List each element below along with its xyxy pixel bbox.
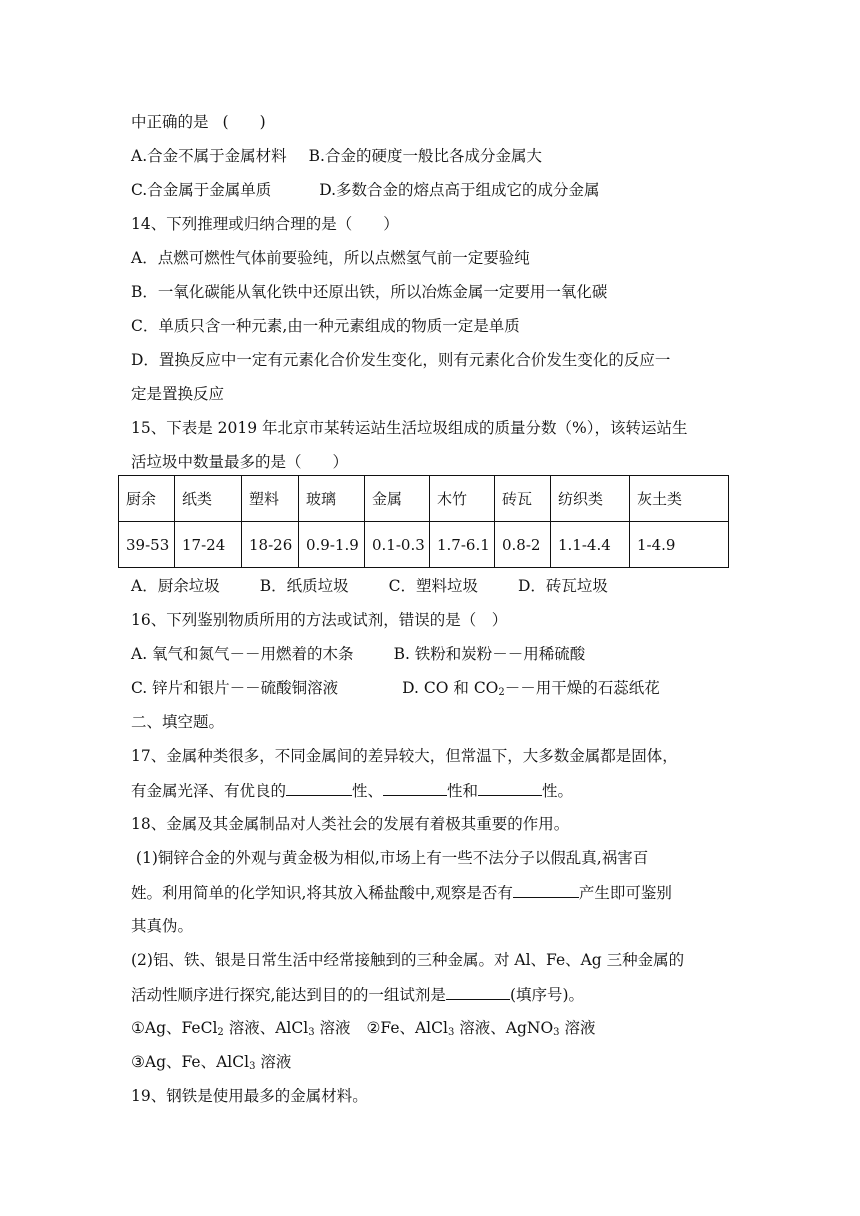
table-cell: 1.1-4.4	[551, 522, 630, 568]
q17-text: 有金属光泽、有优良的	[131, 782, 287, 800]
subscript: 2	[498, 687, 505, 698]
q19-stem: 19、钢铁是使用最多的金属材料。	[131, 1087, 368, 1105]
table-cell: 0.8-2	[495, 522, 551, 568]
blank-field[interactable]	[383, 780, 447, 796]
q16-options-cd	[131, 678, 731, 698]
q18-reagent-options-1-2	[131, 1018, 731, 1038]
table-cell: 1-4.9	[630, 522, 729, 568]
reagent-option-3	[131, 1052, 731, 1072]
reagent-option-2	[367, 1019, 596, 1037]
q18-part2-line-2	[131, 984, 731, 1005]
q13-stem-line	[131, 112, 731, 132]
subscript: 3	[447, 1027, 455, 1038]
table-header-cell: 纸类	[175, 476, 242, 522]
table-header-cell: 纺织类	[551, 476, 630, 522]
table-header-cell: 厨余	[119, 476, 175, 522]
q16-options-ab	[131, 644, 731, 664]
subscript: 3	[553, 1027, 560, 1038]
q14-stem: 14、下列推理或归纳合理的是（ ）	[131, 215, 399, 233]
q15-option-a: A．厨余垃圾	[131, 577, 220, 595]
q17-line-1: 17、金属种类很多，不同金属间的差异较大，但常温下，大多数金属都是固体，	[131, 747, 678, 765]
subscript: 3	[249, 1061, 256, 1072]
table-header-cell: 灰土类	[630, 476, 729, 522]
q17-text: 性和	[447, 782, 479, 800]
q16-option-d-text: －－用干燥的石蕊纸花	[504, 679, 660, 697]
q15-option-d: D．砖瓦垃圾	[517, 577, 608, 595]
q13-option-c: C.合金属于金属单质	[131, 181, 272, 199]
q14-option-d-line-2: 定是置换反应	[131, 385, 225, 403]
blank-field[interactable]	[478, 780, 542, 796]
q15-option-c: C．塑料垃圾	[388, 577, 478, 595]
q13-options-ab	[131, 146, 731, 166]
q13-option-a: A.合金不属于金属材料	[131, 147, 287, 165]
blank-field[interactable]	[446, 984, 510, 1000]
q16-stem: 16、下列鉴别物质所用的方法或试剂，错误的是（ ）	[131, 611, 508, 629]
q17-line-2	[131, 780, 731, 801]
q14-option-b: B．一氧化碳能从氧化铁中还原出铁，所以冶炼金属一定要用一氧化碳	[131, 283, 608, 301]
reagent-text: 溶液	[255, 1053, 292, 1071]
reagent-option-1	[131, 1019, 351, 1037]
table-cell: 0.1-0.3	[365, 522, 430, 568]
q15-options	[131, 576, 731, 596]
table-header-cell: 金属	[365, 476, 430, 522]
table-cell: 17-24	[175, 522, 242, 568]
subscript: 3	[308, 1027, 315, 1038]
reagent-text: 溶液、AlCl	[223, 1019, 309, 1037]
reagent-text: 溶液	[559, 1019, 596, 1037]
q16-option-c: C. 锌片和银片－－硫酸铜溶液	[131, 679, 339, 697]
q13-options-cd	[131, 180, 731, 200]
table-row	[119, 522, 729, 568]
q18-part1-line-2	[131, 882, 731, 903]
q16-option-a: A. 氧气和氮气－－用燃着的木条	[131, 645, 354, 663]
q15-stem-line-2: 活垃圾中数量最多的是（ ）	[131, 453, 349, 471]
blank-field[interactable]	[513, 882, 579, 898]
table-header-cell: 塑料	[242, 476, 299, 522]
q13-stem-tail: 中正确的是	[131, 113, 209, 131]
q16-option-b: B. 铁粉和炭粉－－用稀硫酸	[393, 645, 586, 663]
q16-option-d	[402, 679, 660, 697]
table-header-cell: 砖瓦	[495, 476, 551, 522]
q13-option-b: B.合金的硬度一般比各成分金属大	[308, 147, 542, 165]
q18-part1-line-3: 其真伪。	[131, 917, 194, 935]
q13-answer-paren: ( )	[222, 113, 266, 131]
q18-text: 姓。利用简单的化学知识,将其放入稀盐酸中,观察是否有	[131, 884, 513, 902]
q13-option-d: D.多数合金的熔点高于组成它的成分金属	[319, 181, 600, 199]
q16-option-d-text: D. CO 和 CO	[402, 679, 499, 697]
table-header-row	[119, 476, 729, 522]
blank-field[interactable]	[286, 780, 352, 796]
table-header-cell: 玻璃	[299, 476, 365, 522]
table-header-cell: 木竹	[430, 476, 495, 522]
reagent-text: 溶液、AgNO	[454, 1019, 554, 1037]
q18-part1-line-1: (1)铜锌合金的外观与黄金极为相似,市场上有一些不法分子以假乱真,祸害百	[131, 849, 649, 867]
table-cell: 39-53	[119, 522, 175, 568]
waste-composition-table	[118, 475, 729, 568]
section-title: 二、填空题。	[131, 713, 225, 731]
subscript: 2	[217, 1027, 224, 1038]
q17-text: 性、	[352, 782, 384, 800]
table-cell: 1.7-6.1	[430, 522, 495, 568]
reagent-text: 溶液	[314, 1019, 351, 1037]
q18-text: 活动性顺序进行探究,能达到目的的一组试剂是	[131, 986, 446, 1004]
q17-text: 性。	[542, 782, 574, 800]
table-cell: 0.9-1.9	[299, 522, 365, 568]
table-cell: 18-26	[242, 522, 299, 568]
q15-option-b: B．纸质垃圾	[259, 577, 349, 595]
reagent-text: ③Ag、Fe、AlCl	[131, 1053, 250, 1071]
q14-option-a: A．点燃可燃性气体前要验纯，所以点燃氢气前一定要验纯	[131, 249, 530, 267]
q18-text: (填序号)。	[509, 986, 585, 1004]
q15-stem-line-1: 15、下表是 2019 年北京市某转运站生活垃圾组成的质量分数（%），该转运站生	[131, 419, 688, 437]
q18-text: 产生即可鉴别	[578, 884, 672, 902]
q14-option-c: C．单质只含一种元素,由一种元素组成的物质一定是单质	[131, 317, 520, 335]
q14-option-d-line-1: D．置换反应中一定有元素化合价发生变化，则有元素化合价发生变化的反应一	[131, 351, 671, 369]
reagent-text: ②Fe、AlCl	[366, 1019, 448, 1037]
reagent-text: ①Ag、FeCl	[131, 1019, 218, 1037]
q18-stem: 18、金属及其金属制品对人类社会的发展有着极其重要的作用。	[131, 815, 570, 833]
q18-part2-line-1: (2)铝、铁、银是日常生活中经常接触到的三种金属。对 Al、Fe、Ag 三种金属的	[131, 951, 685, 969]
